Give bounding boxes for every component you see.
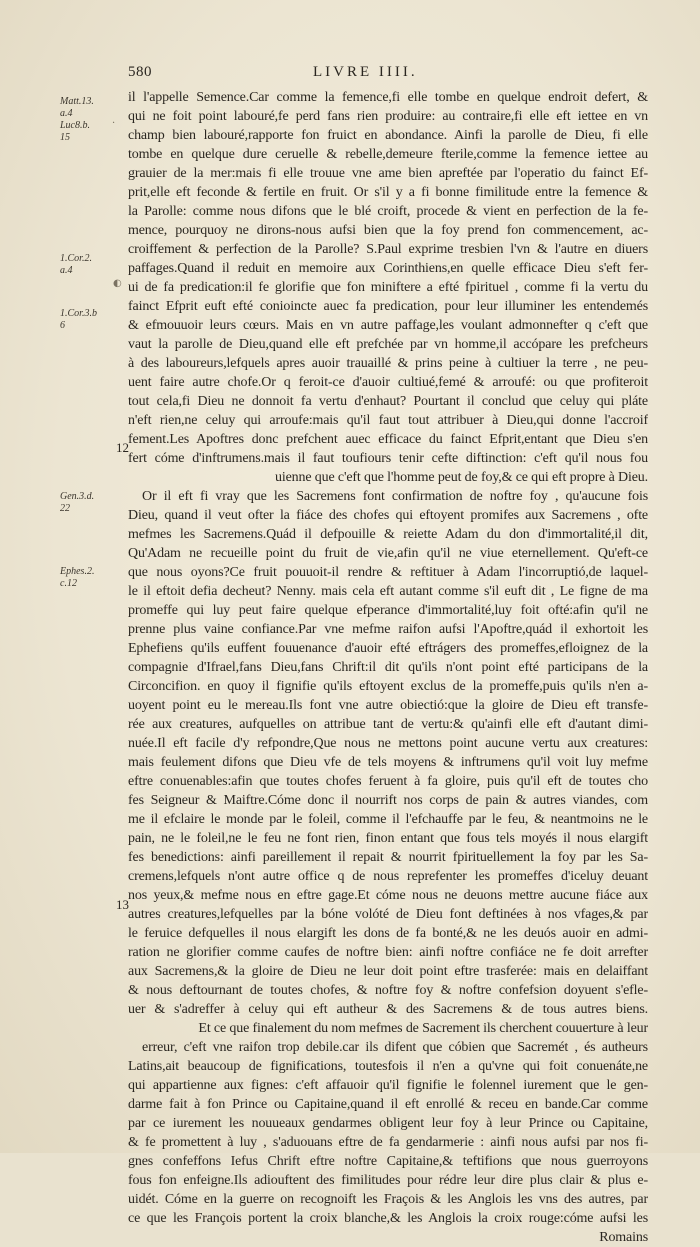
text-line: rée aux creatures, aufquelles on attribue tant de vertu:& qu'ainfi elle eft d'autant dimi- <box>128 717 648 732</box>
marginal-note-line: c.12 <box>60 578 77 589</box>
marginal-note <box>60 491 120 515</box>
text-line: prenne plus vaine confiance.Par vne mefme raifon aufsi l'Apoftre,quád il exhortoit les <box>128 622 648 637</box>
page-header <box>128 64 648 84</box>
text-line: promeffe qui luy peut faire quelque efperance d'immortalité,luy foit ofté:afin qu'il ne <box>128 603 648 618</box>
text-line: nos yeux,& mefme nous en eftre gage.Et cóme nous ne deuons mettre aucune fiáce aux <box>128 888 648 903</box>
text-line: vaut la parolle de Dieu,quand elle eft prefchée par vn homme,il accópare les prefcheurs <box>128 337 648 352</box>
text-line: paffages.Quand il reduit en memoire aux Corinthiens,en quelle efficace Dieu s'eft fer- <box>128 261 648 276</box>
text-line: aux Sacremens,& la gloire de Dieu ne leur doit point eftre trasferée: mais en delaiffant <box>128 964 648 979</box>
text-line: Et ce que finalement du nom mefmes de Sacrement ils cherchent couuerture à leur <box>198 1021 648 1036</box>
text-line: Romains <box>599 1230 648 1245</box>
text-line: le il eftoit defia decheut? Nenny. mais cela eft autant comme s'il euft dit , Le figne de ma <box>128 584 648 599</box>
marginal-note-line: 6 <box>60 320 65 331</box>
running-title: LIVRE IIII. <box>313 64 418 80</box>
text-line: il l'appelle Semence.Car comme la femence,fi elle tombe en quelque endroit defert, & <box>128 90 648 105</box>
text-line: fainct Efprit euft efté conioincte auec fa predication, pour leur illuminer les entendemés <box>128 299 648 314</box>
marginal-note-line: Ephes.2. <box>60 566 95 577</box>
text-line: & fe promettent à luy , s'aduouans eftre de fa gendarmerie : ainfi nous aufsi par nos fi- <box>128 1135 648 1150</box>
text-line: uienne que c'eft que l'homme peut de foy,& ce qui eft propre à Dieu. <box>275 470 648 485</box>
text-line: autres creatures,lefquelles par la bóne volóté de Dieu font deftinées à nos vfages,& par <box>128 907 648 922</box>
text-line: uent faire autre chofe.Or q feroit-ce d'auoir cultiué,femé & arroufé: ou que profiteroit <box>128 375 648 390</box>
marginal-note-line: Luc8.b. <box>60 120 90 131</box>
marginal-note <box>60 566 120 590</box>
text-line: tout cela,fi Dieu ne donnoit fa vertu d'enhaut? Pourtant il conclud que celuy qui pláte <box>128 394 648 409</box>
marginal-note-line: a.4 <box>60 108 73 119</box>
text-line: mence, pourquoy ne dirons-nous aufsi bien que la foy prend fon commencement, ac- <box>128 223 648 238</box>
text-line: uer & s'adreffer à celuy qui eft autheur & des Sacremens & de tous autres biens. <box>128 1002 648 1017</box>
text-line: par ce iurement les nouueaux gendarmes obligent leur foy à leur Prince ou Capitaine, <box>128 1116 648 1131</box>
text-line: cremens,lefquels n'ont autre office q de nous reprefenter les promeffes d'iceluy deuant <box>128 869 648 884</box>
marginal-note <box>60 308 120 332</box>
text-line: tombe en quelque dure ceruelle & rebelle,demeure fterile,comme la femence iettee au <box>128 147 648 162</box>
text-line: compagnie d'Ifrael,fans Dieu,fans Chrift:il dit qu'ils n'ont point efté participans de la <box>128 660 648 675</box>
text-line: fert cóme d'inftrumens.mais il faut toufiours tenir cefte diftinction: c'eft qu'il nous fou <box>128 451 648 466</box>
text-line: uoyent point eu le mereau.Ils font vne autre obiectió:que la gloire de Dieu eft transfe- <box>128 698 648 713</box>
text-line: que nous oyons?Ce fruit pouuoit-il rendre & reftituer à Adam l'incorruptió,de laquel- <box>128 565 648 580</box>
text-line: nuée.Il eft facile d'y refpondre,Que nous ne mettons point aucune vertu aux creatures: <box>128 736 648 751</box>
text-line: Circoncifion. en quoy il fignifie qu'ils eftoyent exclus de la promeffe,puis qu'ils n'en a- <box>128 679 648 694</box>
body-text <box>128 88 648 1247</box>
marginal-note-line: Gen.3.d. <box>60 491 95 502</box>
text-line: prit,elle eft feconde & fertile en fruit. Or s'il y a fi bonne fimilitude entre la femence & <box>128 185 648 200</box>
text-line: eftre conuenables:afin que toutes chofes feruent à fa gloire, puis qu'il eft de toutes cho <box>128 774 648 789</box>
text-line: fes benedictions: ainfi pareillement il repait & nourrit fpirituellement la foy par les Sa- <box>128 850 648 865</box>
marginal-note-line: 22 <box>60 503 70 514</box>
text-line: & efmouuoir leurs cœurs. Mais en vn autre paffage,les voulant admonnefter q c'eft que <box>128 318 648 333</box>
text-line: ration ne glorifier comme caufes de noftre bien: ainfi noftre confiáce ne fe doit arrefter <box>128 945 648 960</box>
text-line: le feruice defquelles il nous elargift les dons de fa bonté,& ne les deuós auoir en admi- <box>128 926 648 941</box>
ink-mark: ◐ <box>113 278 122 289</box>
marginal-note <box>60 253 120 277</box>
marginal-note-line: 1.Cor.3.b <box>60 308 97 319</box>
text-line: champ bien labouré,rapporte fon fruict en abondance. Ainfi la parolle de Dieu, fi elle <box>128 128 648 143</box>
text-line: ui de fa predication:il fe glorifie que fon miniftere a efté fpirituel , comme fi la vertu du <box>128 280 648 295</box>
marginal-note-line: a.4 <box>60 265 73 276</box>
text-line: la Parolle: comme nous difons que le blé croift, procede & vient en perfection de la fe- <box>128 204 648 219</box>
text-line: & nous deftournant de toutes chofes, & noftre foy & noftre confefsion doyuent s'efle- <box>128 983 648 998</box>
text-line: n'eft rien,ne celuy qui arroufe:mais qu'il faut tout attribuer à Dieu,qui donne l'accroif <box>128 413 648 428</box>
text-line: mais feulement difons que Dieu vfe de tels moyens & inftrumens qu'il voit luy mefme <box>128 755 648 770</box>
text-line: qui appartienne aux fignes: c'eft affauoir qu'il fignifie le folennel iurement que le gen- <box>128 1078 648 1093</box>
text-line: pain, ne le foleil,ne le feu ne font rien, finon entant que fous tels moyés il nous elargift <box>128 831 648 846</box>
text-line: fous fon enfeigne.Ils adiouftent des fimilitudes pour rédre leur dire plus clair & plus e- <box>128 1173 648 1188</box>
text-line: Ephefiens qu'ils euffent fouuenance d'auoir efté eftrágers des promeffes,efloignez de la <box>128 641 648 656</box>
text-line: uidét. Cóme en la guerre on recognoift les Fraçois & les Anglois les vns des autres, par <box>128 1192 648 1207</box>
paragraph-number: 12 <box>116 440 129 455</box>
marginal-note <box>60 96 120 144</box>
text-line: qui ne foit point labouré,fe perd fans rien produire: au contraire,fi elle eft iettee en vn <box>128 109 648 124</box>
text-line: croiffement & perfection de la Parolle? S.Paul exprime tresbien l'vn & l'autre en diuers <box>128 242 648 257</box>
text-line: ce que les François portent la croix blanche,& les Anglois la croix rouge:cóme aufsi les <box>128 1211 648 1226</box>
text-line: me il efclaire le monde par le foleil, comme il l'efchauffe par le feu, & neantmoins ne le <box>128 812 648 827</box>
folio-number: 580 <box>128 64 152 80</box>
text-line: à des laboureurs,lefquels apres auoir trauaillé & prins peine à cultiuer la terre , ne peu- <box>128 356 648 371</box>
text-line: Or il eft fi vray que les Sacremens font confirmation de noftre foy , qu'aucune fois <box>142 489 648 504</box>
text-line: Dieu, quand il veut ofter la fiáce des chofes qui eftoyent promifes aux Sacremens , ofte <box>128 508 648 523</box>
text-line: mefmes les Sacremens.Quád il defpouille & reiette Adam du don d'immortalité,il dit, <box>128 527 648 542</box>
marginal-note-line: 1.Cor.2. <box>60 253 92 264</box>
text-line: erreur, c'eft vne raifon trop debile.car ils difent que cóbien que Sacremét , és autheurs <box>142 1040 648 1055</box>
text-line: darme fait à fon Prince ou Capitaine,quand il eft enrollé & receu en bande.Car comme <box>128 1097 648 1112</box>
text-line: Qu'Adam ne recueille point du fruit de vie,afin qu'il ne viue eternellement. Qu'eft-ce <box>128 546 648 561</box>
text-line: fement.Les Apoftres donc prefchent auec efficace du fainct Efprit,entant que Dieu s'en <box>128 432 648 447</box>
marginal-note-line: Matt.13. <box>60 96 94 107</box>
text-line: grauier de la mer:mais fi elle trouue vne ame bien apreftée par l'operatio du fainct Ef- <box>128 166 648 181</box>
marginal-note-line: 15 <box>60 132 70 143</box>
text-line: gnes confeffons Iefus Chrift eftre noftre Capitaine,& teftifions que nous guerroyons <box>128 1154 648 1169</box>
ink-mark: · <box>112 118 116 129</box>
text-line: fes Seigneur & Maiftre.Cóme donc il nourrift nos corps de pain & autres viandes, com <box>128 793 648 808</box>
paragraph-number: 13 <box>116 897 129 912</box>
text-line: Latins,ait beaucoup de fignifications, toutesfois il n'en a qu'vne qui foit conuenáte,ne <box>128 1059 648 1074</box>
